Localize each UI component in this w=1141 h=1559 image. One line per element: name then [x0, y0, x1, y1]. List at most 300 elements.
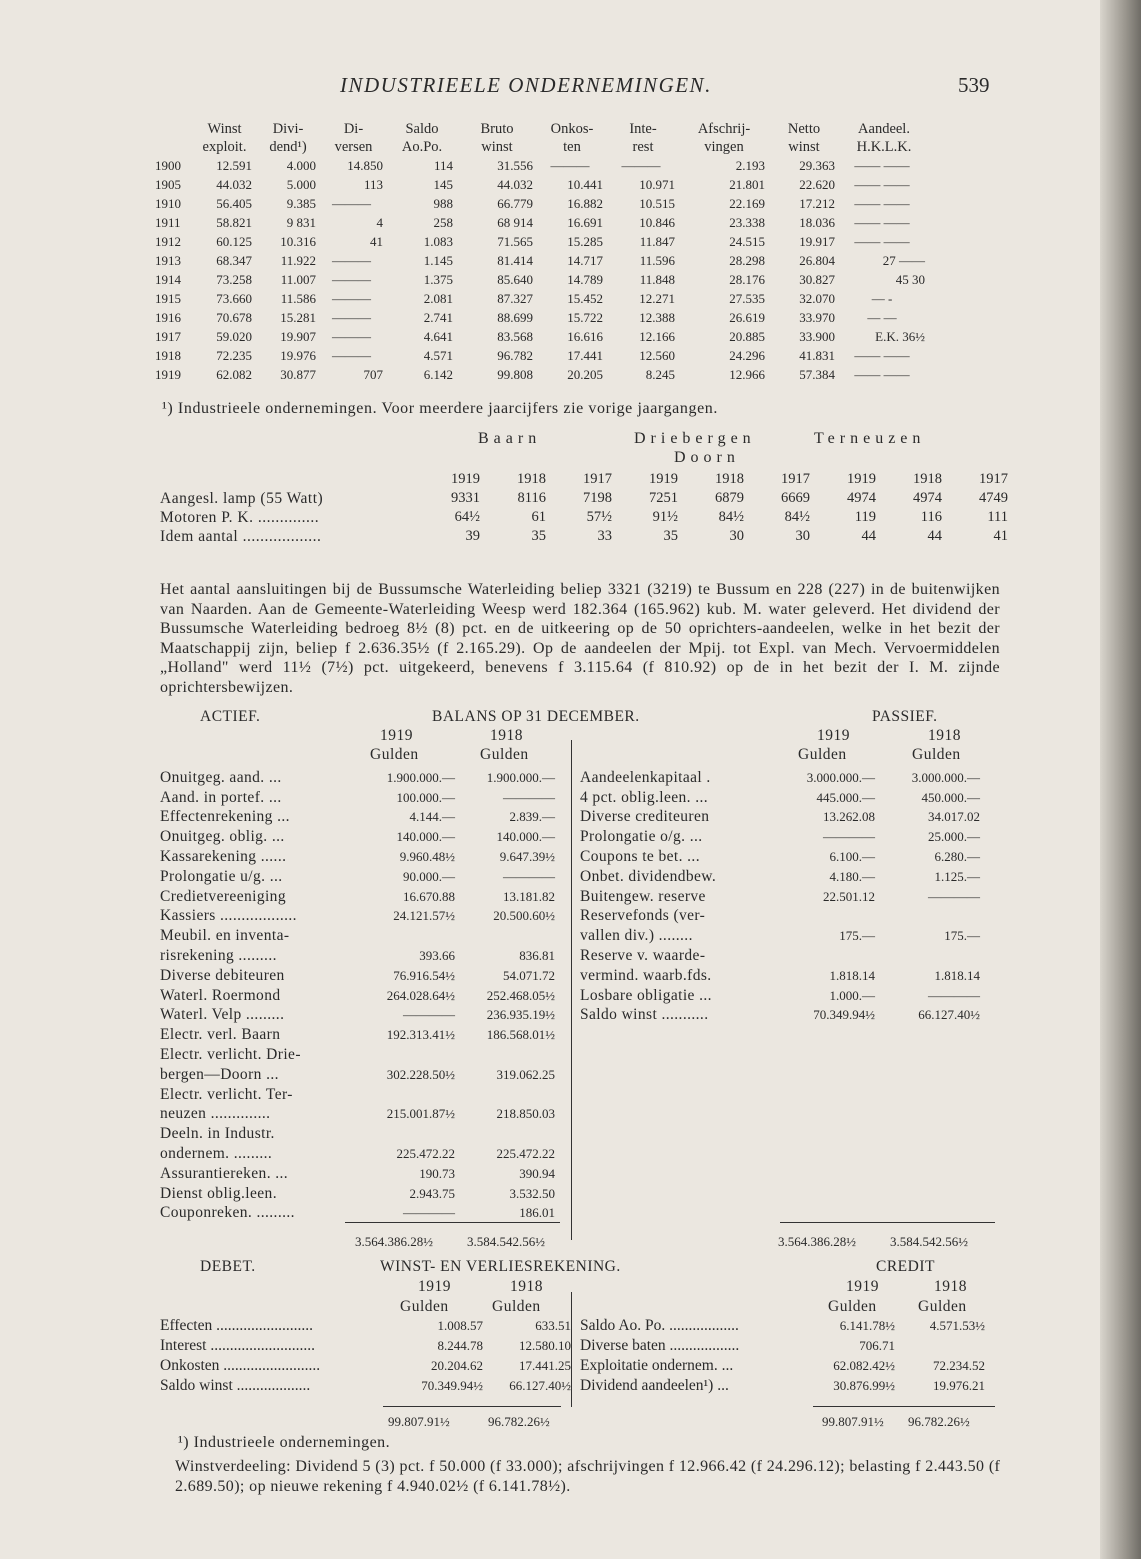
actief-cell	[350, 926, 455, 946]
winstverdeeling: Winstverdeeling: Dividend 5 (3) pct. f 50.000 (f 33.000); afschrijvingen f 12.966.42 (f 24.296.12); belasting f 2.443.50 (f 2.689.50); op nieuwe rekening f 4.940.02½ (f 6.141.78½).	[175, 1458, 1001, 1495]
credit-title: CREDIT	[876, 1258, 935, 1275]
actief-cell: Deeln. in Industr.	[160, 1125, 275, 1143]
passief-cell: vermind. waarb.fds.	[580, 966, 712, 984]
actief-cell: Electr. verlicht. Ter-	[160, 1085, 293, 1103]
table1-cell: 73.660	[216, 290, 252, 306]
table-row	[160, 1025, 555, 1045]
table1-cell: 2.741	[423, 309, 453, 325]
table-row	[160, 788, 555, 808]
table2-cell: 8116	[517, 490, 546, 506]
table-row	[155, 346, 929, 365]
table-row	[160, 1164, 555, 1184]
table1-cell: 12.591	[216, 157, 252, 173]
balans-left-total1: 3.564.386.28½	[355, 1234, 433, 1249]
actief-cell: 76.916.54½	[393, 967, 455, 983]
passief-cell: Reservefonds (ver-	[580, 907, 706, 925]
winst-right-year1: 1919	[846, 1278, 879, 1295]
table1-cell: 24.515	[729, 233, 765, 249]
table1-cell: ———	[332, 271, 371, 287]
table1-header-10-1: H.K.L.K.	[856, 139, 912, 155]
credit-cell: 30.876.99½	[833, 1378, 895, 1393]
table-row	[160, 1144, 555, 1164]
table2-year: 1918	[913, 471, 942, 487]
table2-cell: 57½	[586, 509, 612, 525]
table2-cell: 7198	[583, 490, 612, 506]
winst-divider	[571, 1292, 572, 1407]
passief-cell: 6.100.—	[829, 849, 875, 865]
table1-header-4-1: Ao.Po.	[401, 139, 443, 155]
table1-cell: 87.327	[497, 290, 533, 306]
table1-cell: 1915	[155, 290, 181, 306]
table2-cell: 61	[531, 509, 546, 525]
actief-cell: Meubil. en inventa-	[160, 927, 290, 945]
table1-cell: 1917	[155, 328, 181, 344]
actief-cell: Waterl. Velp .........	[160, 1006, 285, 1024]
table-row	[580, 1316, 985, 1336]
table1-cell: 70.678	[216, 309, 252, 325]
table1-cell: 12.966	[729, 366, 765, 382]
actief-cell: 1.900.000.—	[486, 769, 555, 785]
table-row	[160, 827, 555, 847]
actief-cell: 264.028.64½	[386, 987, 455, 1003]
actief-cell: Diverse debiteuren	[160, 966, 285, 984]
table1-cell: 16.616	[567, 328, 603, 344]
passief-cell: Saldo winst ...........	[580, 1006, 709, 1024]
table2-cell: 30	[795, 528, 810, 544]
passief-cell: Losbare obligatie ...	[580, 986, 712, 1004]
debet-cell: 12.580.10	[519, 1338, 571, 1353]
table1-cell: 2.193	[735, 157, 765, 173]
debet-cell: Effecten .........................	[160, 1317, 313, 1334]
table-row	[160, 1124, 555, 1144]
winst-right-total-rule	[813, 1406, 995, 1407]
table-row	[580, 788, 980, 808]
passief-cell: Buitengew. reserve	[580, 887, 706, 905]
actief-cell: 140.000.—	[396, 829, 455, 845]
table-row	[580, 966, 980, 986]
debet-cell: 1.008.57	[437, 1318, 483, 1333]
table2-cell: 33	[597, 528, 612, 544]
passief-cell	[790, 907, 875, 927]
actief-table	[160, 768, 555, 1223]
table2-cell: 9331	[451, 490, 480, 506]
table1-header-0-1	[155, 138, 193, 156]
balans-left-year1: 1919	[380, 727, 413, 744]
table2-cell: 111	[987, 509, 1008, 525]
actief-cell: 3.532.50	[509, 1185, 555, 1201]
table2-cell: 7251	[649, 490, 678, 506]
passief-title: PASSIEF.	[872, 708, 938, 725]
table1-cell: 22.169	[729, 195, 765, 211]
winst-right-unit2: Gulden	[918, 1298, 967, 1315]
table-row	[155, 308, 929, 327]
passief-cell	[875, 907, 980, 927]
industry-results-table	[155, 120, 929, 384]
actief-cell: 186.01	[519, 1205, 555, 1221]
table1-cell: 707	[363, 366, 383, 382]
table1-cell: 1911	[155, 214, 181, 230]
table1-cell: 1918	[155, 347, 181, 363]
winst-right-unit1: Gulden	[828, 1298, 877, 1315]
table1-cell: 99.808	[497, 366, 533, 382]
passief-cell: 4 pct. oblig.leen. ...	[580, 788, 709, 806]
table1-cell: 4.641	[423, 328, 453, 344]
table1-cell: 30.877	[280, 366, 316, 382]
table1-cell: 81.414	[497, 252, 533, 268]
table1-header-5-1: winst	[481, 139, 513, 155]
table-row	[155, 365, 929, 384]
table1-cell: 12.560	[639, 347, 675, 363]
passief-cell: 1.818.14	[934, 967, 980, 983]
table1-header-2-0: Divi-	[272, 121, 304, 137]
group-baarn: Baarn	[478, 430, 542, 447]
actief-cell: Electr. verl. Baarn	[160, 1026, 281, 1044]
table1-cell: 21.801	[729, 176, 765, 192]
debet-cell: 70.349.94½	[421, 1378, 483, 1393]
balans-right-total2: 3.584.542.56½	[890, 1234, 968, 1249]
actief-cell	[455, 926, 555, 946]
table1-cell: ———	[621, 157, 661, 173]
debet-cell: Onkosten .........................	[160, 1357, 321, 1374]
actief-cell	[455, 1045, 555, 1065]
table2-year: 1919	[649, 471, 678, 487]
table1-footnote: ¹) Industrieele ondernemingen. Voor meerdere jaarcijfers zie vorige jaargangen.	[162, 400, 718, 417]
actief-cell: Onuitgeg. oblig. ...	[160, 828, 285, 846]
table-row	[160, 1085, 555, 1105]
table-row	[160, 768, 555, 788]
table2-year: 1918	[517, 471, 546, 487]
table-row	[160, 1105, 555, 1125]
actief-cell: neuzen ..............	[160, 1105, 271, 1123]
table-row	[160, 887, 555, 907]
table1-cell: 11.847	[639, 233, 675, 249]
table2-cell: 64½	[454, 509, 480, 525]
table2-year: 1917	[979, 471, 1008, 487]
table1-cell: 41.831	[799, 347, 835, 363]
credit-table	[580, 1316, 985, 1396]
winst-left-total2: 96.782.26½	[488, 1414, 550, 1429]
table2-corner	[160, 470, 420, 489]
table1-cell: 1913	[155, 252, 181, 268]
table-row	[160, 1356, 571, 1376]
table1-cell: 1916	[155, 309, 181, 325]
table1-cell: 72.235	[216, 347, 252, 363]
actief-cell: 54.071.72	[503, 967, 555, 983]
table1-cell: 11.922	[280, 252, 316, 268]
actief-cell: 2.839.—	[509, 809, 555, 825]
actief-cell: 140.000.—	[496, 829, 555, 845]
table-row	[155, 289, 929, 308]
balans-left-total-rule	[345, 1222, 560, 1223]
table1-cell: 988	[433, 195, 453, 211]
table1-cell: — -	[871, 290, 893, 306]
table2-cell: 39	[465, 528, 480, 544]
winst-footnote: ¹) Industrieele ondernemingen.	[178, 1434, 391, 1451]
balans-left-unit1: Gulden	[370, 746, 419, 763]
table1-cell: 12.271	[639, 290, 675, 306]
page-number: 539	[958, 73, 990, 97]
table1-cell: 33.970	[799, 309, 835, 325]
winst-left-unit2: Gulden	[492, 1298, 541, 1315]
table1-cell: 1.145	[423, 252, 453, 268]
table2-year: 1919	[847, 471, 876, 487]
credit-cell: Dividend aandeelen¹) ...	[580, 1377, 729, 1394]
passief-cell: 1.000.—	[829, 987, 875, 1003]
running-title: INDUSTRIEELE ONDERNEMINGEN.	[340, 73, 712, 97]
table-row	[160, 946, 555, 966]
table1-cell: 17.212	[799, 195, 835, 211]
table1-cell: 113	[363, 176, 383, 192]
group-terneuzen: Terneuzen	[814, 430, 926, 447]
passief-cell: 13.262.08	[823, 809, 875, 825]
actief-cell: Couponreken. .........	[160, 1204, 295, 1222]
actief-cell: Dienst oblig.leen.	[160, 1184, 277, 1202]
group-doorn: Doorn	[674, 449, 740, 466]
actief-cell	[350, 1124, 455, 1144]
table-row	[580, 847, 980, 867]
table1-cell: —— ——	[854, 176, 910, 192]
passief-cell: 34.017.02	[928, 809, 980, 825]
table1-cell: 8.245	[645, 366, 675, 382]
table2-row-label: Motoren P. K. ..............	[160, 508, 320, 526]
passief-cell: 3.000.000.—	[806, 769, 875, 785]
balans-divider	[571, 740, 572, 1240]
actief-cell: 16.670.88	[403, 888, 455, 904]
table-row	[155, 251, 929, 270]
credit-cell: 4.571.53½	[929, 1318, 985, 1333]
passief-cell: 6.280.—	[934, 849, 980, 865]
table1-cell: 27.535	[729, 290, 765, 306]
table2-cell: 30	[729, 528, 744, 544]
table-row	[160, 527, 1014, 546]
table1-cell: 31.556	[497, 157, 533, 173]
passief-cell: ————	[928, 888, 980, 904]
table1-cell: 9.385	[286, 195, 316, 211]
table-row	[160, 1184, 555, 1204]
table-row	[160, 1336, 571, 1356]
table1-cell: ———	[332, 252, 371, 268]
table1-cell: 9 831	[286, 214, 316, 230]
table1-header-5-0: Bruto	[480, 121, 514, 137]
table1-cell: 145	[433, 176, 453, 192]
table-row	[580, 867, 980, 887]
table1-cell: 56.405	[216, 195, 252, 211]
table1-cell: 15.452	[567, 290, 603, 306]
table2-cell: 119	[854, 509, 876, 525]
actief-cell: Kassiers ..................	[160, 907, 297, 925]
table-row	[155, 213, 929, 232]
table1-cell: 19.976	[280, 347, 316, 363]
waterworks-paragraph: Het aantal aansluitingen bij de Bussumsche Waterleiding beliep 3321 (3219) te Bussum en 228 (227) in de buitenwijken van Naarden. Aan de Gemeente-Waterleiding Weesp werd 182.364 (165.962) kub. M. water geleverd. Het dividend der Bussumsche Waterleiding bedroeg 8½ (8) pct. en de uitkeering op de 50 oprichters-aandeelen, welke in het bezit der Maatschappij zijn, beliep f 2.636.35½ (f 2.165.29). Op de aandeelen der Mpij. tot Expl. van Mech. Vervoermiddelen „Holland" werd 11½ (7½) pct. uitgekeerd, benevens f 3.115.64 (f 810.92) op de in het bezit der I. M. zijnde oprichtersbewijzen.	[160, 581, 1000, 696]
table1-cell: —— ——	[854, 195, 910, 211]
actief-cell: ————	[403, 1205, 455, 1221]
table1-cell: 2.081	[423, 290, 453, 306]
table1-header-9-0: Netto	[787, 121, 821, 137]
table1-header-4-0: Saldo	[405, 121, 439, 137]
actief-cell: 100.000.—	[396, 789, 455, 805]
passief-cell: ————	[928, 987, 980, 1003]
balans-right-total1: 3.564.386.28½	[778, 1234, 856, 1249]
table1-cell: 88.699	[497, 309, 533, 325]
passief-table	[580, 768, 980, 1025]
table-row	[160, 966, 555, 986]
actief-cell: 24.121.57½	[393, 908, 455, 924]
table2-year: 1917	[583, 471, 612, 487]
actief-cell: 215.001.87½	[386, 1106, 455, 1122]
actief-cell: 13.181.82	[503, 888, 555, 904]
table-row	[160, 1006, 555, 1026]
book-binding-edge	[1100, 0, 1141, 1559]
passief-cell: vallen div.) ........	[580, 927, 693, 945]
table1-header-1-1: exploit.	[202, 139, 247, 155]
table2-row-label: Aangesl. lamp (55 Watt)	[160, 489, 324, 507]
table1-cell: 45 30	[895, 271, 925, 287]
passief-cell: ————	[823, 829, 875, 845]
balans-left-year2: 1918	[490, 727, 523, 744]
passief-cell: 70.349.94½	[813, 1007, 875, 1023]
table1-cell: 114	[433, 157, 453, 173]
table1-cell: 15.281	[280, 309, 316, 325]
table2-year: 1917	[781, 471, 810, 487]
table1-cell: 83.568	[497, 328, 533, 344]
table1-cell: 4	[376, 214, 383, 230]
debet-cell: 8.244.78	[437, 1338, 483, 1353]
table1-header-3-0: Di-	[343, 121, 364, 137]
credit-cell: Exploitatie ondernem. ...	[580, 1357, 734, 1374]
table1-cell: 4.000	[286, 157, 316, 173]
table1-cell: 1919	[155, 366, 181, 382]
table1-cell: ———	[332, 290, 371, 306]
table1-header-8-1: vingen	[704, 139, 744, 155]
winst-left-year1: 1919	[418, 1278, 451, 1295]
table-row	[160, 907, 555, 927]
table1-cell: 44.032	[216, 176, 252, 192]
table-row	[155, 156, 929, 175]
actief-cell: 9.647.39½	[499, 849, 555, 865]
actief-cell: 302.228.50½	[386, 1066, 455, 1082]
table1-cell: 29.363	[799, 157, 835, 173]
winst-title: WINST- EN VERLIESREKENING.	[380, 1258, 621, 1275]
credit-cell: 72.234.52	[933, 1358, 985, 1373]
table1-cell: 1912	[155, 233, 181, 249]
table2-year: 1918	[715, 471, 744, 487]
table-row	[155, 194, 929, 213]
table2-cell: 84½	[784, 509, 810, 525]
actief-cell: 1.900.000.—	[386, 769, 455, 785]
table1-cell: —— ——	[854, 157, 910, 173]
actief-cell: 836.81	[519, 948, 555, 964]
passief-cell: 4.180.—	[829, 868, 875, 884]
table2-cell: 44	[861, 528, 876, 544]
actief-cell: Electr. verlicht. Drie-	[160, 1046, 301, 1064]
actief-cell: 390.94	[519, 1165, 555, 1181]
table1-cell: 17.441	[567, 347, 603, 363]
table-row	[160, 1065, 555, 1085]
table1-cell: 62.082	[216, 366, 252, 382]
actief-cell: ————	[503, 868, 555, 884]
table1-cell: 20.205	[567, 366, 603, 382]
table1-cell: 16.691	[567, 214, 603, 230]
passief-cell: 175.—	[944, 928, 980, 944]
table1-cell: 5.000	[286, 176, 316, 192]
balans-title: BALANS OP 31 DECEMBER.	[432, 708, 640, 725]
actief-cell: ondernem. .........	[160, 1145, 273, 1163]
table-row	[160, 808, 555, 828]
passief-cell: 175.—	[839, 928, 875, 944]
actief-cell: 190.73	[419, 1165, 455, 1181]
actief-cell: 319.062.25	[496, 1066, 555, 1082]
table1-cell: 71.565	[497, 233, 533, 249]
table1-cell: 11.596	[639, 252, 675, 268]
table1-header-8-0: Afschrij-	[697, 121, 751, 137]
table1-cell: 258	[433, 214, 453, 230]
table1-cell: —— ——	[854, 366, 910, 382]
table1-cell: 11.848	[639, 271, 675, 287]
table1-cell: 26.619	[729, 309, 765, 325]
table1-cell: 1910	[155, 195, 181, 211]
table1-cell: 58.821	[216, 214, 252, 230]
table-row	[580, 946, 980, 966]
table-row	[580, 907, 980, 927]
electricity-table	[160, 470, 1014, 546]
actief-cell: 186.568.01½	[486, 1027, 555, 1043]
winst-right-total2: 96.782.26½	[908, 1414, 970, 1429]
actief-cell: 393.66	[419, 948, 455, 964]
table2-cell: 4749	[979, 490, 1008, 506]
actief-cell: bergen—Doorn ...	[160, 1065, 279, 1083]
winst-right-year2: 1918	[934, 1278, 967, 1295]
table1-header-2-1: dend¹)	[269, 139, 307, 155]
actief-cell: 90.000.—	[403, 868, 455, 884]
balans-left-unit2: Gulden	[480, 746, 529, 763]
table1-cell: 14.850	[347, 157, 383, 173]
table1-cell: 68 914	[497, 214, 533, 230]
table1-cell: 1914	[155, 271, 181, 287]
table-row	[155, 232, 929, 251]
table1-cell: 1900	[155, 157, 181, 173]
actief-cell: Prolongatie u/g. ...	[160, 867, 283, 885]
table-row	[580, 1006, 980, 1026]
table1-cell: 14.717	[567, 252, 603, 268]
winst-left-total-rule	[383, 1406, 561, 1407]
table-row	[580, 986, 980, 1006]
table-row	[580, 808, 980, 828]
table1-cell: 33.900	[799, 328, 835, 344]
table1-cell: 18.036	[799, 214, 835, 230]
table2-cell: 116	[920, 509, 942, 525]
table1-cell: 41	[370, 233, 383, 249]
table2-year: 1919	[451, 471, 480, 487]
actief-cell: 2.943.75	[409, 1185, 455, 1201]
table2-cell: 84½	[718, 509, 744, 525]
table-row	[160, 1045, 555, 1065]
table2-cell: 6879	[715, 490, 744, 506]
table1-cell: 10.846	[639, 214, 675, 230]
table1-cell: 66.779	[497, 195, 533, 211]
table-row	[160, 867, 555, 887]
table1-cell: 68.347	[216, 252, 252, 268]
actief-title: ACTIEF.	[200, 708, 261, 725]
actief-cell	[455, 1085, 555, 1105]
table1-cell: 12.166	[639, 328, 675, 344]
table1-cell: 28.298	[729, 252, 765, 268]
winst-left-year2: 1918	[510, 1278, 543, 1295]
table1-cell: 11.007	[280, 271, 316, 287]
credit-cell: 706.71	[859, 1338, 895, 1353]
table1-cell: 12.388	[639, 309, 675, 325]
table1-header-10-0: Aandeel.	[858, 121, 910, 137]
table1-cell: — —	[867, 309, 897, 325]
